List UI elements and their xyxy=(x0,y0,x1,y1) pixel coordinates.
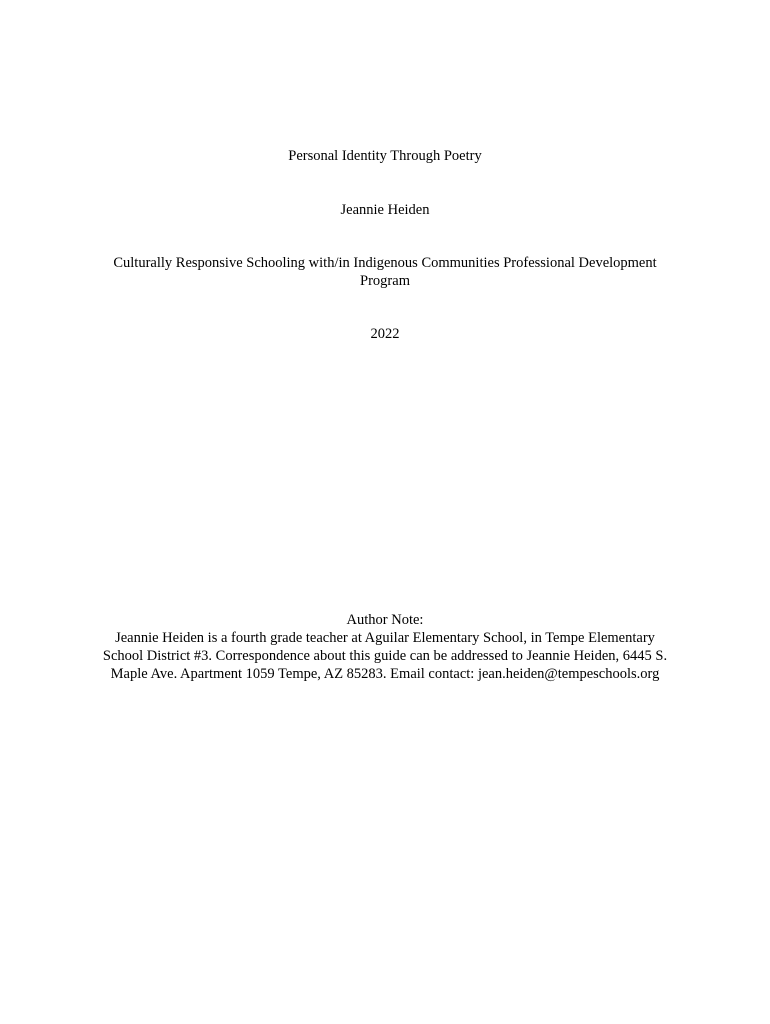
author-note-line-2: School District #3. Correspondence about this guide can be addressed to Jeannie Heiden, 6445 S. xyxy=(102,648,668,664)
author-name: Jeannie Heiden xyxy=(340,202,430,218)
author-note-line-1: Jeannie Heiden is a fourth grade teacher at Aguilar Elementary School, in Tempe Elementary xyxy=(115,630,655,646)
document-title: Personal Identity Through Poetry xyxy=(288,148,482,164)
document-year: 2022 xyxy=(370,326,400,342)
program-line-2: Program xyxy=(360,273,410,289)
author-note-heading: Author Note: xyxy=(346,612,424,628)
author-note-line-3: Maple Ave. Apartment 1059 Tempe, AZ 85283. Email contact: jean.heiden@tempeschools.org xyxy=(110,666,660,682)
program-line-1: Culturally Responsive Schooling with/in Indigenous Communities Professional Development xyxy=(113,255,657,271)
